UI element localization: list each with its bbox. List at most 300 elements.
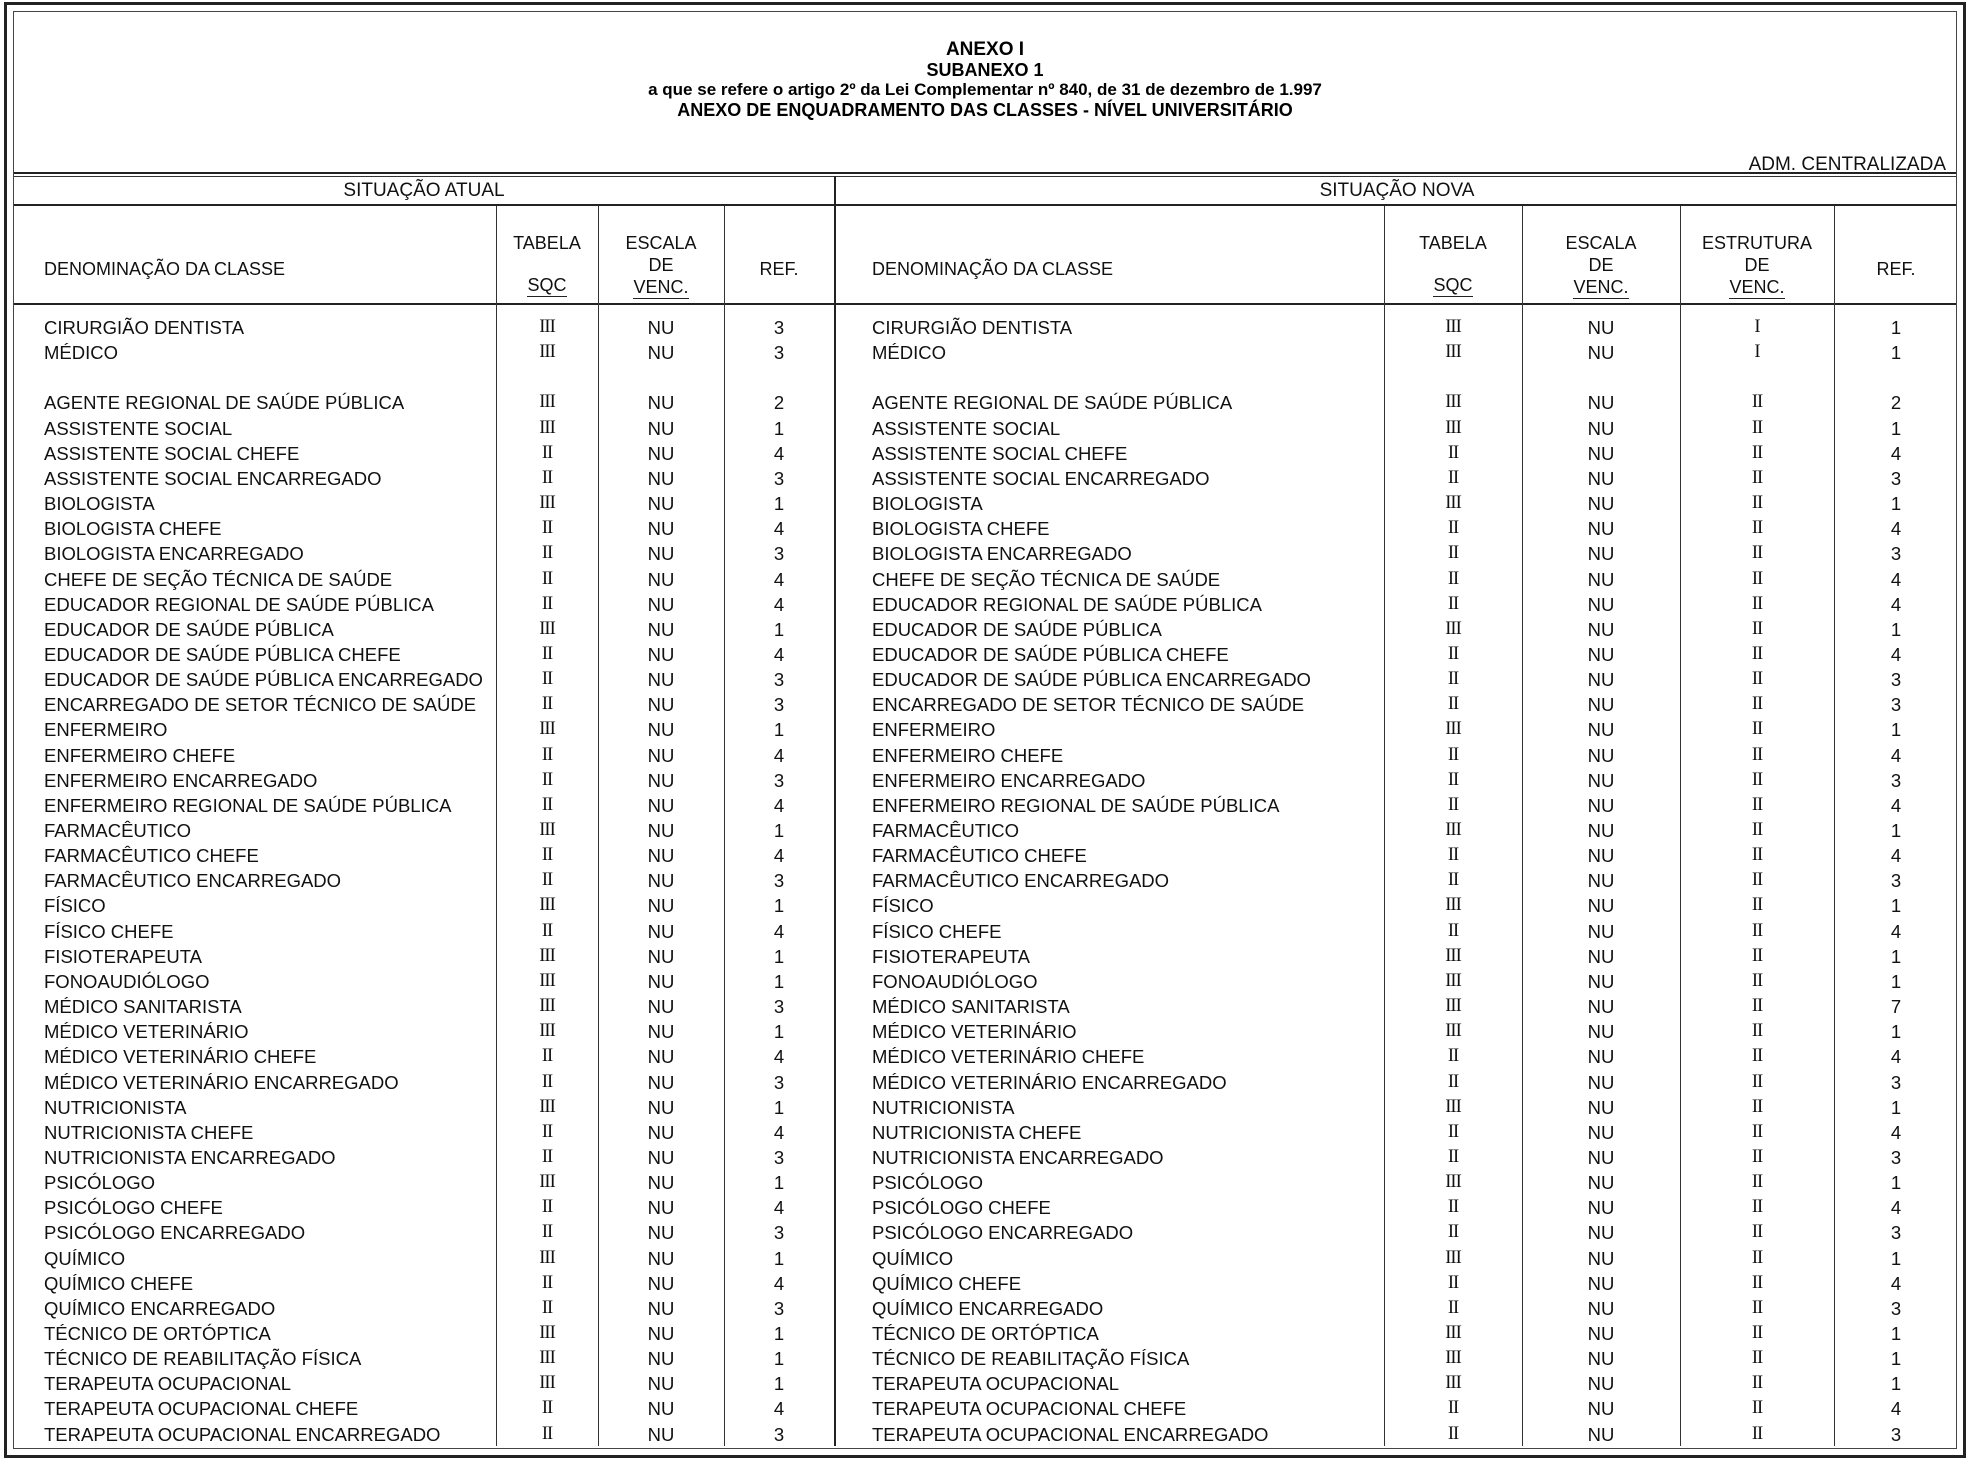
table-row (14, 441, 1956, 466)
cell-atual-escala: NU (647, 442, 675, 464)
cell-atual-ref: 3 (773, 996, 785, 1018)
cell-nova-estrutura: II (1751, 1096, 1763, 1117)
cell-atual-escala: NU (647, 392, 675, 414)
cell-atual-escala: NU (647, 845, 675, 867)
cell-atual-ref: 4 (773, 845, 785, 867)
cell-atual-tabela: II (541, 744, 553, 765)
cell-atual-classe: MÉDICO VETERINÁRIO CHEFE (44, 1046, 317, 1068)
cell-nova-tabela: III (1445, 1247, 1461, 1268)
cell-nova-estrutura: II (1751, 543, 1763, 564)
cell-atual-classe: TERAPEUTA OCUPACIONAL CHEFE (44, 1398, 359, 1420)
table-row (14, 1246, 1956, 1271)
col-header-atual-escala-line1: ESCALA (625, 233, 697, 253)
col-header-nova-estrutura-line1: ESTRUTURA (1701, 233, 1812, 253)
table-row (14, 1371, 1956, 1396)
cell-nova-ref: 1 (1890, 317, 1902, 338)
cell-nova-tabela: II (1447, 1071, 1459, 1092)
cell-nova-classe: TÉCNICO DE REABILITAÇÃO FÍSICA (872, 1348, 1190, 1370)
cell-atual-classe: BIOLOGISTA (44, 493, 155, 515)
cell-nova-escala: NU (1587, 769, 1615, 791)
cell-nova-estrutura: II (1751, 1398, 1763, 1419)
cell-atual-ref: 4 (773, 794, 785, 816)
cell-nova-ref: 3 (1890, 1297, 1902, 1319)
cell-nova-escala: NU (1587, 845, 1615, 867)
cell-nova-classe: PSICÓLOGO ENCARREGADO (872, 1222, 1134, 1244)
cell-nova-escala: NU (1587, 518, 1615, 540)
col-header-nova-ref: REF. (1876, 259, 1916, 279)
cell-nova-tabela: II (1447, 669, 1459, 690)
cell-atual-tabela: II (541, 1071, 553, 1092)
cell-nova-tabela: II (1447, 845, 1459, 866)
cell-nova-estrutura: II (1751, 945, 1763, 966)
cell-nova-tabela: III (1445, 1096, 1461, 1117)
col-header-nova-estrutura (1680, 232, 1834, 299)
cell-nova-ref: 1 (1890, 1096, 1902, 1118)
cell-nova-escala: NU (1587, 1146, 1615, 1168)
cell-nova-estrutura: II (1751, 1247, 1763, 1268)
cell-atual-classe: CIRURGIÃO DENTISTA (44, 317, 245, 338)
table-row (14, 717, 1956, 742)
cell-atual-classe: EDUCADOR DE SAÚDE PÚBLICA CHEFE (44, 643, 401, 665)
cell-nova-estrutura: II (1751, 1423, 1763, 1444)
cell-nova-tabela: III (1445, 970, 1461, 991)
cell-atual-classe: FONOAUDIÓLOGO (44, 970, 210, 992)
cell-nova-ref: 3 (1890, 467, 1902, 489)
cell-nova-estrutura: II (1751, 1272, 1763, 1293)
cell-atual-tabela: II (541, 694, 553, 715)
cell-nova-escala: NU (1587, 1046, 1615, 1068)
table-row (14, 1019, 1956, 1044)
cell-nova-tabela: II (1447, 1222, 1459, 1243)
cell-nova-estrutura: II (1751, 417, 1763, 438)
cell-atual-tabela: II (541, 543, 553, 564)
col-header-nova-tabela (1384, 232, 1522, 297)
cell-nova-estrutura: II (1751, 1071, 1763, 1092)
cell-nova-estrutura: II (1751, 895, 1763, 916)
cell-nova-tabela: II (1447, 1197, 1459, 1218)
cell-nova-classe: ASSISTENTE SOCIAL ENCARREGADO (872, 467, 1210, 489)
table-row (14, 416, 1956, 441)
cell-nova-classe: FONOAUDIÓLOGO (872, 970, 1038, 992)
cell-atual-classe: FÍSICO CHEFE (44, 920, 174, 942)
cell-atual-escala: NU (647, 694, 675, 716)
cell-nova-estrutura: II (1751, 1172, 1763, 1193)
cell-atual-ref: 4 (773, 1197, 785, 1219)
cell-atual-ref: 2 (773, 392, 785, 414)
cell-nova-ref: 3 (1890, 694, 1902, 716)
cell-nova-estrutura: II (1751, 870, 1763, 891)
cell-nova-tabela: II (1447, 769, 1459, 790)
table-row (14, 642, 1956, 667)
table-row (14, 1145, 1956, 1170)
cell-atual-classe: QUÍMICO (44, 1247, 126, 1269)
table-row (14, 1095, 1956, 1120)
cell-atual-escala: NU (647, 543, 675, 565)
cell-nova-classe: TERAPEUTA OCUPACIONAL CHEFE (872, 1398, 1187, 1420)
cell-atual-tabela: II (541, 920, 553, 941)
cell-atual-ref: 4 (773, 643, 785, 665)
table-row (14, 1120, 1956, 1145)
cell-atual-ref: 4 (773, 920, 785, 942)
cell-atual-classe: ENFERMEIRO (44, 719, 168, 741)
cell-atual-ref: 3 (773, 1146, 785, 1168)
table-row (14, 667, 1956, 692)
cell-nova-estrutura: I (1754, 342, 1760, 363)
cell-nova-escala: NU (1587, 1348, 1615, 1370)
col-header-atual-tabela-sqc: SQC (527, 275, 567, 295)
cell-nova-escala: NU (1587, 945, 1615, 967)
table-row (14, 768, 1956, 793)
cell-nova-estrutura: II (1751, 1121, 1763, 1142)
cell-atual-ref: 3 (773, 1071, 785, 1093)
cell-atual-classe: PSICÓLOGO ENCARREGADO (44, 1222, 306, 1244)
cell-atual-tabela: III (539, 342, 555, 363)
cell-atual-ref: 1 (773, 1021, 785, 1043)
table-row (14, 541, 1956, 566)
cell-atual-escala: NU (647, 1121, 675, 1143)
table-row (14, 516, 1956, 541)
cell-nova-escala: NU (1587, 820, 1615, 841)
cell-atual-ref: 1 (773, 1373, 785, 1395)
cell-atual-classe: TÉCNICO DE ORTÓPTICA (44, 1323, 271, 1344)
table-row (14, 491, 1956, 516)
cell-atual-escala: NU (647, 518, 675, 540)
cell-atual-ref: 1 (773, 1348, 785, 1370)
cell-atual-classe: MÉDICO VETERINÁRIO ENCARREGADO (44, 1071, 399, 1093)
cell-atual-classe: PSICÓLOGO (44, 1172, 156, 1194)
cell-nova-classe: TERAPEUTA OCUPACIONAL ENCARREGADO (872, 1423, 1269, 1445)
cell-atual-ref: 4 (773, 593, 785, 615)
cell-nova-tabela: II (1447, 694, 1459, 715)
cell-nova-escala: NU (1587, 568, 1615, 590)
document-frame (4, 2, 1966, 1458)
cell-atual-tabela: II (541, 845, 553, 866)
cell-nova-ref: 4 (1890, 845, 1902, 867)
cell-atual-classe: QUÍMICO ENCARREGADO (44, 1297, 276, 1319)
cell-atual-classe: EDUCADOR DE SAÚDE PÚBLICA ENCARREGADO (44, 669, 483, 691)
cell-atual-classe: FARMACÊUTICO CHEFE (44, 845, 259, 867)
cell-nova-estrutura: II (1751, 669, 1763, 690)
cell-atual-tabela: II (541, 870, 553, 891)
cell-nova-escala: NU (1587, 543, 1615, 565)
cell-nova-ref: 4 (1890, 518, 1902, 540)
cell-atual-escala: NU (647, 1297, 675, 1319)
cell-atual-tabela: III (539, 820, 555, 840)
cell-nova-tabela: III (1445, 996, 1461, 1017)
cell-atual-tabela: III (539, 970, 555, 991)
cell-atual-classe: TERAPEUTA OCUPACIONAL ENCARREGADO (44, 1423, 441, 1445)
cell-nova-classe: ENCARREGADO DE SETOR TÉCNICO DE SAÚDE (872, 694, 1305, 716)
cell-nova-ref: 1 (1890, 970, 1902, 992)
cell-nova-ref: 1 (1890, 1373, 1902, 1395)
cell-atual-classe: MÉDICO VETERINÁRIO (44, 1021, 249, 1043)
table-row (14, 692, 1956, 717)
cell-nova-classe: FARMACÊUTICO CHEFE (872, 845, 1087, 867)
cell-atual-classe: QUÍMICO CHEFE (44, 1272, 194, 1294)
cell-nova-escala: NU (1587, 1071, 1615, 1093)
col-header-nova-estrutura-line3: VENC. (1729, 277, 1785, 297)
cell-nova-estrutura: II (1751, 769, 1763, 790)
cell-nova-classe: NUTRICIONISTA ENCARREGADO (872, 1146, 1164, 1168)
cell-atual-ref: 3 (773, 467, 785, 489)
cell-atual-escala: NU (647, 342, 675, 364)
cell-atual-escala: NU (647, 593, 675, 615)
cell-nova-escala: NU (1587, 744, 1615, 766)
cell-nova-escala: NU (1587, 417, 1615, 439)
cell-atual-classe: ENFERMEIRO REGIONAL DE SAÚDE PÚBLICA (44, 794, 452, 816)
col-header-atual-denominacao: DENOMINAÇÃO DA CLASSE (44, 259, 286, 279)
cell-atual-tabela: III (539, 317, 555, 337)
cell-nova-escala: NU (1587, 920, 1615, 942)
cell-nova-tabela: III (1445, 1021, 1461, 1042)
cell-atual-tabela: III (539, 1348, 555, 1369)
cell-nova-classe: ASSISTENTE SOCIAL (872, 417, 1061, 439)
cell-atual-tabela: III (539, 719, 555, 740)
cell-nova-estrutura: II (1751, 593, 1763, 614)
table-row (14, 1396, 1956, 1421)
cell-nova-escala: NU (1587, 442, 1615, 464)
cell-nova-ref: 1 (1890, 945, 1902, 967)
cell-nova-classe: ENFERMEIRO CHEFE (872, 744, 1064, 766)
cell-atual-ref: 3 (773, 1222, 785, 1244)
cell-nova-ref: 1 (1890, 1323, 1902, 1344)
cell-nova-estrutura: II (1751, 1146, 1763, 1167)
cell-atual-escala: NU (647, 1373, 675, 1395)
cell-atual-tabela: II (541, 1197, 553, 1218)
col-header-nova-escala-line3: VENC. (1573, 277, 1629, 297)
table-row (14, 592, 1956, 617)
cell-nova-estrutura: II (1751, 518, 1763, 539)
cell-nova-ref: 4 (1890, 1121, 1902, 1143)
cell-nova-estrutura: II (1751, 392, 1763, 413)
table-row (14, 390, 1956, 415)
cell-nova-ref: 1 (1890, 719, 1902, 741)
cell-atual-ref: 3 (773, 769, 785, 791)
col-header-nova-denominacao: DENOMINAÇÃO DA CLASSE (872, 259, 1114, 279)
cell-atual-escala: NU (647, 493, 675, 515)
cell-nova-estrutura: II (1751, 744, 1763, 765)
cell-atual-tabela: II (541, 1146, 553, 1167)
cell-nova-classe: MÉDICO VETERINÁRIO ENCARREGADO (872, 1071, 1227, 1093)
cell-nova-escala: NU (1587, 317, 1615, 338)
cell-atual-tabela: III (539, 996, 555, 1017)
cell-nova-classe: EDUCADOR DE SAÚDE PÚBLICA (872, 618, 1162, 640)
cell-nova-escala: NU (1587, 467, 1615, 489)
cell-nova-tabela: II (1447, 593, 1459, 614)
cell-nova-tabela: III (1445, 317, 1461, 337)
cell-atual-escala: NU (647, 317, 675, 338)
table-row (14, 466, 1956, 491)
cell-nova-escala: NU (1587, 392, 1615, 414)
cell-nova-ref: 1 (1890, 1172, 1902, 1194)
cell-nova-classe: EDUCADOR REGIONAL DE SAÚDE PÚBLICA (872, 593, 1262, 615)
cell-atual-classe: ASSISTENTE SOCIAL ENCARREGADO (44, 467, 382, 489)
cell-nova-estrutura: II (1751, 970, 1763, 991)
cell-nova-tabela: II (1447, 442, 1459, 463)
cell-nova-escala: NU (1587, 1398, 1615, 1420)
cell-atual-escala: NU (647, 1348, 675, 1370)
cell-atual-classe: ENFERMEIRO ENCARREGADO (44, 769, 318, 791)
cell-nova-ref: 4 (1890, 920, 1902, 942)
cell-nova-escala: NU (1587, 1121, 1615, 1143)
cell-atual-tabela: II (541, 669, 553, 690)
cell-atual-escala: NU (647, 1071, 675, 1093)
cell-atual-ref: 4 (773, 1272, 785, 1294)
cell-atual-escala: NU (647, 1272, 675, 1294)
cell-nova-classe: FARMACÊUTICO ENCARREGADO (872, 870, 1170, 892)
cell-nova-classe: CIRURGIÃO DENTISTA (872, 317, 1073, 338)
cell-nova-tabela: III (1445, 493, 1461, 514)
cell-nova-tabela: II (1447, 1423, 1459, 1444)
table-row (14, 944, 1956, 969)
cell-atual-tabela: II (541, 1222, 553, 1243)
cell-nova-tabela: III (1445, 719, 1461, 740)
cell-atual-tabela: II (541, 1272, 553, 1293)
cell-atual-classe: TERAPEUTA OCUPACIONAL (44, 1373, 292, 1395)
table-row (14, 793, 1956, 818)
cell-atual-ref: 1 (773, 719, 785, 741)
cell-nova-ref: 4 (1890, 643, 1902, 665)
table-row (14, 1346, 1956, 1371)
cell-nova-estrutura: II (1751, 794, 1763, 815)
cell-atual-ref: 1 (773, 618, 785, 640)
cell-nova-tabela: II (1447, 643, 1459, 664)
cell-nova-estrutura: II (1751, 996, 1763, 1017)
document-title-block (14, 40, 1956, 120)
cell-nova-escala: NU (1587, 618, 1615, 640)
cell-nova-tabela: II (1447, 568, 1459, 589)
cell-nova-classe: ASSISTENTE SOCIAL CHEFE (872, 442, 1128, 464)
cell-atual-ref: 1 (773, 493, 785, 515)
cell-nova-classe: CHEFE DE SEÇÃO TÉCNICA DE SAÚDE (872, 568, 1221, 590)
cell-atual-escala: NU (647, 467, 675, 489)
cell-atual-tabela: III (539, 493, 555, 514)
cell-nova-ref: 3 (1890, 1423, 1902, 1445)
cell-nova-estrutura: II (1751, 1021, 1763, 1042)
cell-nova-ref: 1 (1890, 618, 1902, 640)
cell-atual-classe: FARMACÊUTICO (44, 820, 191, 841)
cell-atual-ref: 3 (773, 317, 785, 338)
cell-atual-classe: MÉDICO (44, 342, 118, 364)
cell-atual-tabela: II (541, 794, 553, 815)
cell-atual-ref: 4 (773, 744, 785, 766)
cell-nova-classe: TERAPEUTA OCUPACIONAL (872, 1373, 1120, 1395)
table-row (14, 315, 1956, 340)
table-row (14, 1070, 1956, 1095)
cell-nova-classe: ENFERMEIRO (872, 719, 996, 741)
cell-nova-tabela: II (1447, 1398, 1459, 1419)
cell-nova-ref: 1 (1890, 895, 1902, 917)
cell-nova-ref: 4 (1890, 1046, 1902, 1068)
cell-nova-ref: 1 (1890, 493, 1902, 515)
cell-nova-escala: NU (1587, 1096, 1615, 1118)
cell-nova-ref: 4 (1890, 442, 1902, 464)
cell-nova-tabela: II (1447, 744, 1459, 765)
cell-nova-tabela: III (1445, 945, 1461, 966)
cell-nova-estrutura: II (1751, 1222, 1763, 1243)
cell-nova-tabela: III (1445, 618, 1461, 639)
cell-atual-ref: 1 (773, 1172, 785, 1194)
cell-atual-tabela: III (539, 1172, 555, 1193)
cell-nova-ref: 3 (1890, 543, 1902, 565)
cell-atual-classe: PSICÓLOGO CHEFE (44, 1197, 223, 1219)
cell-atual-tabela: II (541, 769, 553, 790)
cell-atual-ref: 1 (773, 970, 785, 992)
table-row (14, 743, 1956, 768)
cell-nova-escala: NU (1587, 970, 1615, 992)
table-row (14, 567, 1956, 592)
cell-atual-ref: 4 (773, 568, 785, 590)
cell-nova-classe: FÍSICO (872, 895, 934, 917)
cell-atual-ref: 4 (773, 442, 785, 464)
cell-atual-tabela: II (541, 1121, 553, 1142)
cell-atual-ref: 1 (773, 820, 785, 841)
cell-atual-ref: 4 (773, 1121, 785, 1143)
cell-nova-classe: NUTRICIONISTA CHEFE (872, 1121, 1082, 1143)
cell-nova-escala: NU (1587, 493, 1615, 515)
cell-nova-escala: NU (1587, 870, 1615, 892)
cell-atual-tabela: II (541, 568, 553, 589)
cell-nova-ref: 4 (1890, 744, 1902, 766)
table-row (14, 617, 1956, 642)
title-enquadramento: ANEXO DE ENQUADRAMENTO DAS CLASSES - NÍVEL UNIVERSITÁRIO (677, 100, 1293, 120)
cell-atual-escala: NU (647, 618, 675, 640)
cell-nova-ref: 4 (1890, 1197, 1902, 1219)
cell-atual-escala: NU (647, 920, 675, 942)
table-row (14, 1220, 1956, 1245)
cell-nova-tabela: II (1447, 1297, 1459, 1318)
cell-atual-escala: NU (647, 895, 675, 917)
table-row (14, 868, 1956, 893)
table-row (14, 1044, 1956, 1069)
cell-nova-estrutura: II (1751, 820, 1763, 840)
cell-atual-ref: 4 (773, 1398, 785, 1420)
cell-nova-ref: 1 (1890, 1247, 1902, 1269)
cell-nova-tabela: II (1447, 518, 1459, 539)
cell-atual-escala: NU (647, 769, 675, 791)
cell-nova-estrutura: II (1751, 643, 1763, 664)
cell-atual-ref: 1 (773, 1323, 785, 1344)
cell-nova-classe: ENFERMEIRO REGIONAL DE SAÚDE PÚBLICA (872, 794, 1280, 816)
cell-nova-escala: NU (1587, 1373, 1615, 1395)
cell-nova-ref: 4 (1890, 568, 1902, 590)
cell-atual-escala: NU (647, 1172, 675, 1194)
cell-nova-classe: AGENTE REGIONAL DE SAÚDE PÚBLICA (872, 392, 1233, 414)
cell-nova-ref: 3 (1890, 1071, 1902, 1093)
section-situacao-atual: SITUAÇÃO ATUAL (343, 180, 505, 201)
cell-nova-classe: FISIOTERAPEUTA (872, 945, 1030, 967)
col-header-atual-ref: REF. (759, 259, 799, 279)
cell-atual-classe: AGENTE REGIONAL DE SAÚDE PÚBLICA (44, 392, 405, 414)
col-header-atual-escala (598, 232, 724, 299)
cell-atual-tabela: III (539, 1247, 555, 1268)
cell-atual-escala: NU (647, 870, 675, 892)
cell-nova-tabela: III (1445, 1172, 1461, 1193)
cell-nova-classe: ENFERMEIRO ENCARREGADO (872, 769, 1146, 791)
cell-atual-ref: 1 (773, 1096, 785, 1118)
cell-nova-escala: NU (1587, 794, 1615, 816)
cell-atual-ref: 4 (773, 518, 785, 540)
cell-atual-escala: NU (647, 1096, 675, 1118)
cell-atual-ref: 3 (773, 669, 785, 691)
cell-nova-classe: QUÍMICO (872, 1247, 954, 1269)
cell-nova-estrutura: II (1751, 442, 1763, 463)
cell-nova-ref: 3 (1890, 870, 1902, 892)
document-inner-frame (13, 11, 1957, 1449)
cell-nova-estrutura: II (1751, 845, 1763, 866)
cell-atual-escala: NU (647, 669, 675, 691)
table-row (14, 1271, 1956, 1296)
